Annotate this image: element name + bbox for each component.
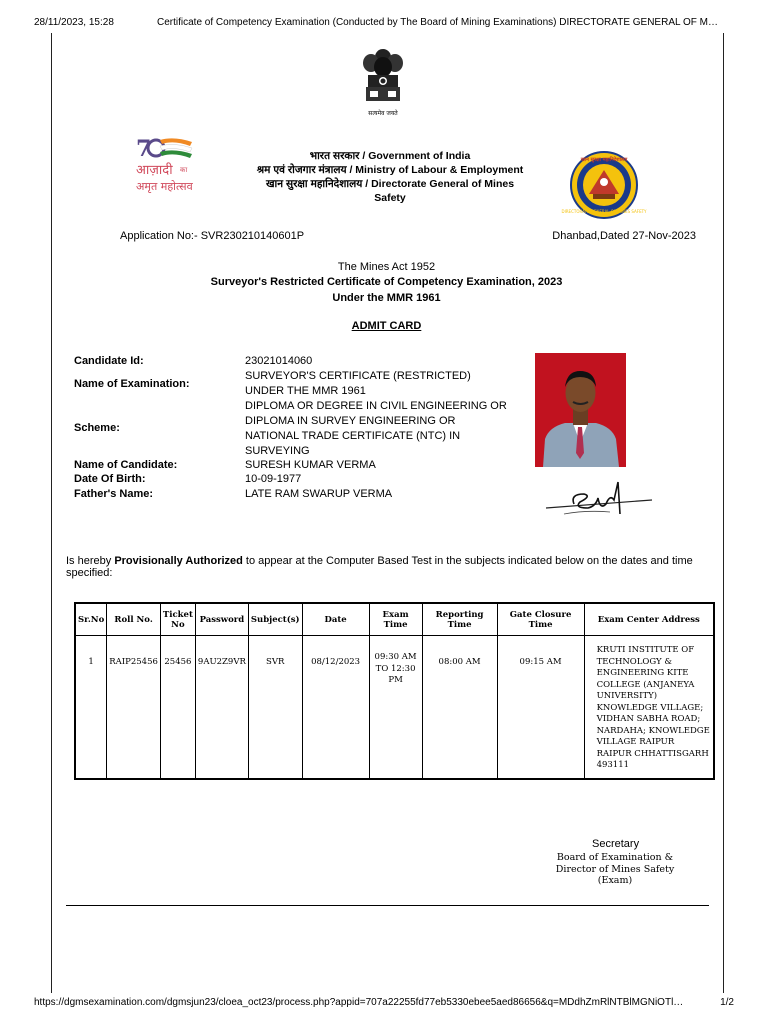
- cell-subject: SVR: [248, 636, 302, 780]
- footer-divider: [66, 905, 709, 906]
- svg-text:खान सुरक्षा महानिदेशालय: खान सुरक्षा महानिदेशालय: [580, 157, 628, 163]
- print-datetime: 28/11/2023, 15:28: [34, 17, 114, 28]
- header-date: Date: [302, 603, 369, 636]
- candidate-name-value: SURESH KUMAR VERMA: [245, 459, 376, 471]
- cell-date: 08/12/2023: [302, 636, 369, 780]
- svg-text:7: 7: [136, 136, 152, 162]
- scheme-value: DIPLOMA OR DEGREE IN CIVIL ENGINEERING OR DIPLOMA IN SURVEY ENGINEERING OR NATIONAL TRADE CERTIFICATE (NTC) IN SURVEYING: [245, 400, 507, 457]
- header-srno: Sr.No: [75, 603, 107, 636]
- signatory-designation: Board of Examination & Director of Mines Safety (Exam): [555, 852, 675, 886]
- cell-exam-center-address: KRUTI INSTITUTE OF TECHNOLOGY & ENGINEERING KITE COLLEGE (ANJANEYA UNIVERSITY) KNOWLEDGE VILLAGE; VIDHAN SABHA ROAD; NARDAHA; KNOWLEDGE VILLAGE RAIPUR RAIPUR CHHATTISGARH 493111: [584, 636, 714, 780]
- candidate-id-label: Candidate Id:: [74, 355, 144, 367]
- table-header-row: [75, 603, 714, 636]
- cell-ticket-no: 25456: [160, 636, 195, 780]
- candidate-id-value: 23021014060: [245, 355, 313, 367]
- certificate-title: Surveyor's Restricted Certificate of Competency Examination, 2023: [210, 276, 563, 288]
- authorization-statement: Is hereby Provisionally Authorized to appear at the Computer Based Test in the subjects indicated below on the dates and time specified:: [66, 555, 693, 579]
- exam-name-value: SURVEYOR'S CERTIFICATE (RESTRICTED) UNDER THE MMR 1961: [245, 370, 471, 397]
- header-gate-closure-time: Gate Closure Time: [497, 603, 584, 636]
- dgms-logo-icon: [561, 150, 647, 220]
- place-date: Dhanbad,Dated 27-Nov-2023: [552, 230, 696, 242]
- scheme-label: Scheme:: [74, 422, 120, 434]
- dob-label: Date Of Birth:: [74, 473, 146, 485]
- exam-name-label: Name of Examination:: [74, 378, 190, 390]
- azadi-text: आज़ादी: [136, 163, 173, 178]
- print-page-number: 1/2: [720, 997, 734, 1008]
- candidate-photo: [535, 353, 626, 467]
- national-emblem-icon: [357, 47, 409, 119]
- regulation-title: Under the MMR 1961: [332, 292, 441, 304]
- header-reporting-time: Reporting Time: [422, 603, 497, 636]
- print-url: https://dgmsexamination.com/dgmsjun23/cloea_oct23/process.php?appid=707a22255fd77eb5330ebee5aed86656&q=MDdhZmRlNTBlMGNiOTl…: [34, 997, 684, 1008]
- act-title: The Mines Act 1952: [337, 261, 436, 273]
- cell-reporting-time: 08:00 AM: [422, 636, 497, 780]
- cell-roll-no: RAIP25456: [107, 636, 161, 780]
- header-password: Password: [195, 603, 248, 636]
- dob-value: 10-09-1977: [245, 473, 302, 485]
- gov-line-safety: Safety: [374, 192, 406, 204]
- cell-password: 9AU2Z9VR: [195, 636, 248, 780]
- cell-srno: 1: [75, 636, 107, 780]
- gov-line-government: भारत सरकार / Government of India: [309, 150, 471, 162]
- cell-exam-time: 09:30 AM TO 12:30 PM: [369, 636, 422, 780]
- father-name-value: LATE RAM SWARUP VERMA: [245, 488, 393, 500]
- gov-line-directorate: खान सुरक्षा महानिदेशालय / Directorate General of Mines: [265, 178, 515, 190]
- government-header: [230, 149, 550, 205]
- dgms-logo-text: DIRECTORATE GENERAL OF MINES SAFETY: [561, 209, 647, 214]
- table-row: [75, 636, 714, 780]
- amrit-mahotsav-text: अमृत महोत्सव: [136, 180, 193, 193]
- header-ticket-no: Ticket No: [160, 603, 195, 636]
- application-number-value: SVR230210140601P: [200, 230, 305, 242]
- header-exam-center-address: Exam Center Address: [584, 603, 714, 636]
- azadi-ka-text: का: [180, 166, 188, 174]
- cell-gate-closure-time: 09:15 AM: [497, 636, 584, 780]
- gov-line-ministry: श्रम एवं रोजगार मंत्रालय / Ministry of Labour & Employment: [256, 164, 524, 176]
- candidate-name-label: Name of Candidate:: [74, 459, 178, 471]
- exam-schedule-table: [74, 602, 715, 780]
- signatory-title: Secretary: [592, 838, 640, 850]
- application-number: [120, 230, 304, 242]
- application-number-label: Application No:-: [120, 230, 198, 242]
- header-subjects: Subject(s): [248, 603, 302, 636]
- header-roll-no: Roll No.: [107, 603, 161, 636]
- azadi-ka-amrit-mahotsav-logo: [134, 134, 206, 198]
- father-name-label: Father's Name:: [74, 488, 154, 500]
- emblem-motto: सत्यमेव जयते: [368, 110, 398, 117]
- print-page-title: Certificate of Competency Examination (Conducted by The Board of Mining Examinations) DIRECTORATE GENERAL OF M…: [157, 17, 718, 28]
- admit-card-heading: ADMIT CARD: [351, 320, 422, 332]
- candidate-signature: [540, 474, 660, 526]
- header-exam-time: Exam Time: [369, 603, 422, 636]
